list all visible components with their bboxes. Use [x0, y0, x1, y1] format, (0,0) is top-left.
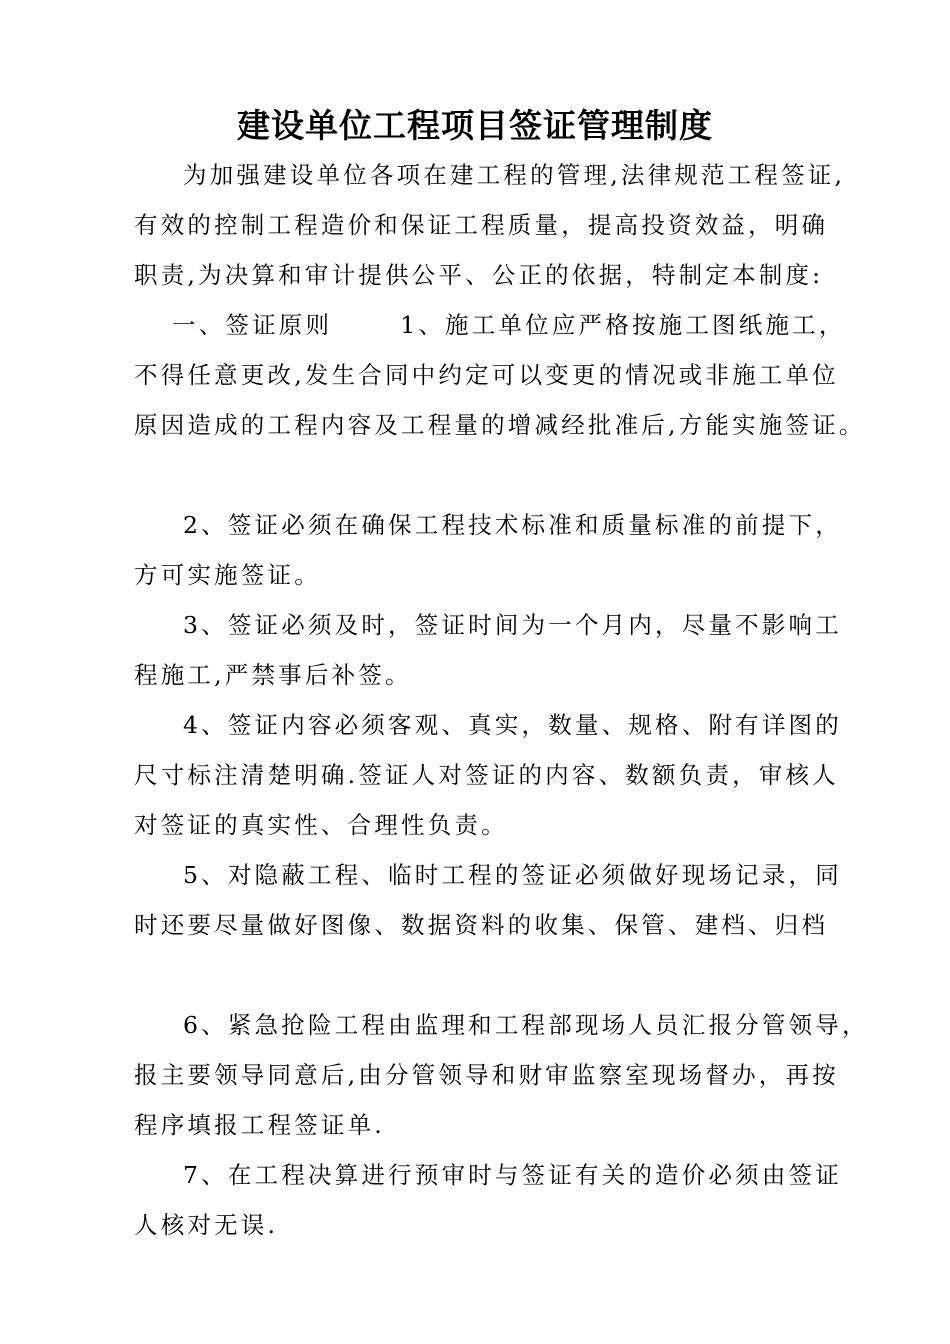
item-1-first-line: 1、施工单位应严格按施工图纸施工， — [400, 311, 846, 339]
item-5-line-2: 时还要尽量做好图像、数据资料的收集、保管、建档、归档 — [134, 911, 829, 939]
item-7-line-1: 7、在工程决算进行预审时与签证有关的造价必须由签证 — [183, 1161, 842, 1189]
item-1-line-3: 原因造成的工程内容及工程量的增减经批准后,方能实施签证。 — [134, 411, 866, 439]
intro-line-3: 职责,为决算和审计提供公平、公正的依据，特制定本制度: — [134, 261, 824, 289]
item-3-line-1: 3、签证必须及时，签证时间为一个月内，尽量不影响工 — [183, 611, 842, 639]
item-4-line-3: 对签证的真实性、合理性负责。 — [134, 811, 508, 839]
intro-line-2: 有效的控制工程造价和保证工程质量，提高投资效益，明确 — [134, 211, 829, 239]
item-6-line-1: 6、紧急抢险工程由监理和工程部现场人员汇报分管领导， — [183, 1011, 869, 1039]
item-4-line-1: 4、签证内容必须客观、真实，数量、规格、附有详图的 — [183, 711, 842, 739]
item-7-line-2: 人核对无误. — [134, 1211, 279, 1239]
item-4-line-2: 尺寸标注清楚明确.签证人对签证的内容、数额负责，审核人 — [134, 761, 839, 789]
item-1-line-2: 不得任意更改,发生合同中约定可以变更的情况或非施工单位 — [134, 361, 839, 389]
item-2-line-2: 方可实施签证。 — [134, 561, 321, 589]
document-title: 建设单位工程项目签证管理制度 — [237, 106, 713, 145]
intro-line-1: 为加强建设单位各项在建工程的管理,法律规范工程签证, — [183, 161, 846, 189]
item-3-line-2: 程施工,严禁事后补签。 — [134, 661, 412, 689]
item-2-line-1: 2、签证必须在确保工程技术标准和质量标准的前提下， — [183, 511, 842, 539]
item-5-line-1: 5、对隐蔽工程、临时工程的签证必须做好现场记录，同 — [183, 861, 842, 889]
section-1-first-line — [172, 310, 846, 340]
item-6-line-3: 程序填报工程签证单. — [134, 1111, 385, 1139]
section-1-heading: 一、签证原则 — [172, 311, 333, 339]
item-6-line-2: 报主要领导同意后,由分管领导和财审监察室现场督办，再按 — [134, 1061, 839, 1089]
